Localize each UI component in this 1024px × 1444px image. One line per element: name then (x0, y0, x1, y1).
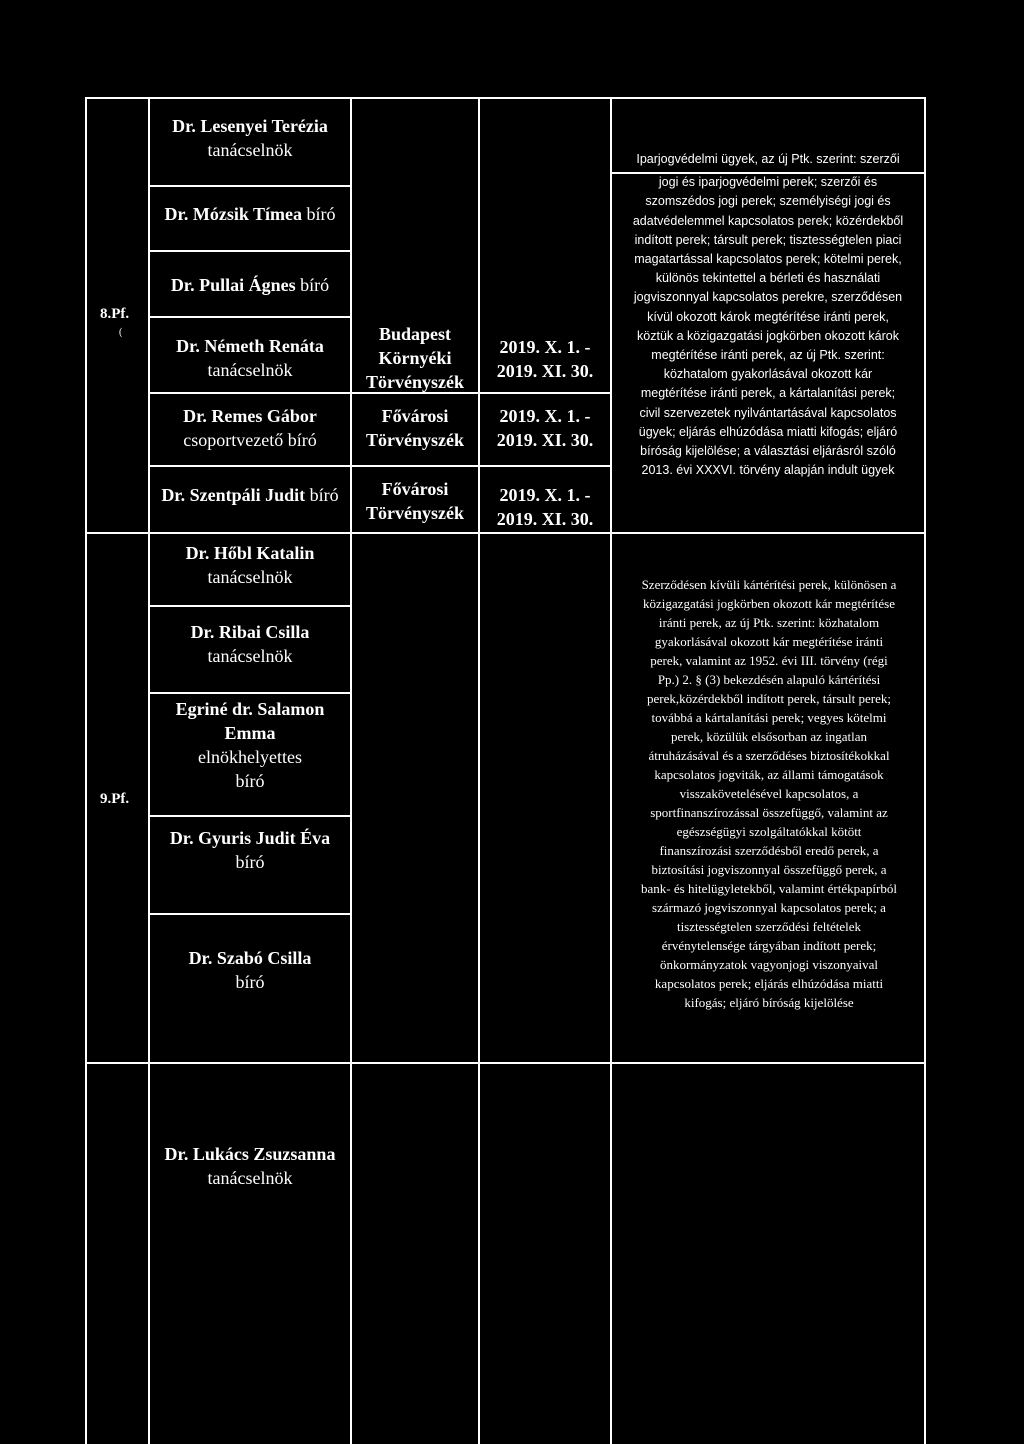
description-line: származó jogviszonnyal kapcsolatos perek; a (652, 900, 886, 915)
description-line: perek, valamint az 1952. évi III. törvény (régi (650, 653, 888, 668)
description-line: Iparjogvédelmi ügyek, az új Ptk. szerint: szerzői (636, 152, 900, 166)
description-line: biztosítási jogviszonnyal összefüggő perek, a (651, 862, 887, 877)
description-line: jogviszonnyal kapcsolatos perekre, szerződésen (633, 290, 903, 305)
judge-entry (150, 404, 350, 452)
judge-entry (150, 334, 350, 382)
judge-role: bíró (306, 204, 336, 224)
description-line: 2013. évi XXXVI. törvény alapján indult ügyek (641, 463, 895, 478)
period-to: 2019. XI. 30. (496, 361, 594, 381)
description-line: bíróság kijelölése; a választási eljárásról szóló (640, 444, 896, 459)
judge-role: csoportvezető bíró (183, 430, 317, 450)
judge-role: tanácselnök (207, 567, 293, 587)
description-line: önkormányzatok vagyonjogi viszonyaival (659, 957, 879, 972)
description-line: közhatalom gyakorlásával okozott kár (663, 367, 873, 382)
period-from: 2019. X. 1. - (499, 337, 591, 357)
period (480, 335, 610, 383)
row-divider (150, 465, 610, 467)
description-line: indított perek; társult perek; tisztességtelen piaci (634, 232, 902, 247)
description-line: köztük a közigazgatási jogkörben okozott károk (637, 328, 899, 343)
judge-role: tanácselnök (207, 1168, 293, 1188)
judge-name: Dr. Lesenyei Terézia (172, 116, 328, 136)
judge-name: Dr. Hőbl Katalin (185, 543, 315, 563)
description-line: érvénytelensége tárgyában indított perek; (661, 938, 877, 953)
section-8-bottom-border (85, 532, 926, 534)
judge-entry (150, 946, 350, 994)
description-line: kapcsolatos perek; eljárás elhúzódása miatti (654, 976, 884, 991)
judge-name: Dr. Gyuris Judit Éva (169, 828, 331, 848)
section-label: 8.Pf. (100, 306, 130, 322)
judge-entry (150, 1142, 350, 1190)
court-name (352, 477, 478, 525)
judge-entry (150, 620, 350, 668)
judge-role: bíró (235, 972, 265, 992)
description-line: átruházásával és a szerződéses biztosítékokkal (648, 748, 890, 763)
judge-entry (150, 541, 350, 589)
description-line: kívül okozott károk megtérítése iránti perek, (647, 309, 889, 324)
row-divider (150, 605, 350, 607)
section-label: 9.Pf. (100, 791, 130, 807)
judge-name: Dr. Mózsik Tímea (164, 204, 302, 224)
table-top-border (85, 97, 926, 99)
judge-name: Dr. Ribai Csilla (190, 622, 310, 642)
description-line: Pp.) 2. § (3) bekezdésén alapuló kártérítési (657, 672, 881, 687)
description-line: tisztességtelen szerződési feltételek (676, 919, 862, 934)
description-line: különös tekintettel a bérleti és használati (655, 271, 881, 286)
judge-name: Emma (224, 723, 276, 743)
row-divider (150, 815, 350, 817)
table-left-border (85, 97, 87, 1444)
description-line: perek, közülük elsősorban az ingatlan (670, 729, 867, 744)
description-line: gyakorlásával okozott kár megtérítése iránti (654, 634, 884, 649)
court-line: Fővárosi (381, 479, 449, 499)
description-line: finanszírozási szerződésből eredő perek, a (659, 843, 879, 858)
description-line: egészségügyi szolgáltatókkal kötött (676, 824, 862, 839)
judge-role: tanácselnök (207, 360, 293, 380)
court-line: Törvényszék (366, 430, 464, 450)
description-line: jogi és iparjogvédelmi perek; szerzői és (658, 175, 878, 190)
description-line: ügyek; eljárás elhúzódása miatti kifogás; eljáró (638, 424, 898, 439)
description-line: megtérítése iránti perek, az új Ptk. szerint: (651, 348, 885, 363)
judge-role: bíró (309, 485, 339, 505)
judge-role: bíró (300, 275, 330, 295)
case-description (612, 575, 926, 1012)
judge-role: elnökhelyettes (198, 747, 302, 767)
description-line: megtérítése iránti perek, a kártalanítási perek; (640, 386, 896, 401)
period (480, 404, 610, 452)
judge-entry (150, 273, 350, 297)
period-from: 2019. X. 1. - (499, 485, 591, 505)
court-line: Környéki (378, 348, 452, 368)
judge-name: Dr. Lukács Zsuzsanna (164, 1144, 336, 1164)
judge-entry (150, 202, 350, 226)
court-name (352, 322, 478, 394)
section-9-bottom-border (85, 1062, 926, 1064)
description-line: sportfinanszírozással összefüggő, valamint az (650, 805, 888, 820)
court-line: Törvényszék (366, 503, 464, 523)
court-line: Fővárosi (381, 406, 449, 426)
column-divider-2 (350, 97, 352, 1444)
case-description (612, 150, 924, 480)
row-divider (150, 316, 350, 318)
judge-role: tanácselnök (207, 646, 293, 666)
period-to: 2019. XI. 30. (496, 430, 594, 450)
judge-entry (150, 114, 350, 162)
judge-name: Dr. Remes Gábor (183, 406, 317, 426)
judge-entry (150, 483, 350, 507)
row-divider (150, 185, 350, 187)
judge-name: Egriné dr. Salamon (175, 699, 325, 719)
period (480, 483, 610, 531)
judge-entry (150, 826, 350, 874)
judge-name: Dr. Szentpáli Judit (161, 485, 306, 505)
description-line: adatvédelemmel kapcsolatos perek; közérdekből (632, 213, 904, 228)
description-line: Szerződésen kívüli kártérítési perek, különösen a (641, 577, 897, 592)
description-line: közigazgatási jogkörben okozott kár megtérítése (643, 596, 895, 611)
judge-role: tanácselnök (207, 140, 293, 160)
court-line: Törvényszék (366, 372, 464, 392)
judge-role: bíró (235, 852, 265, 872)
judge-name: Dr. Pullai Ágnes (170, 275, 296, 295)
section-mark: ( (119, 327, 123, 338)
period-to: 2019. XI. 30. (496, 509, 594, 529)
description-line: magatartással kapcsolatos perek; kötelmi perek, (634, 252, 902, 267)
description-line: kapcsolatos jogviták, az állami támogatások (654, 767, 884, 782)
description-line: bank- és hitelügyletekből, valamint értékpapírból (641, 881, 897, 896)
description-line: perek,közérdekből indított perek, társult perek; (646, 691, 892, 706)
court-line: Budapest (378, 324, 452, 344)
judge-role: bíró (235, 771, 265, 791)
row-divider (150, 913, 350, 915)
period-from: 2019. X. 1. - (499, 406, 591, 426)
description-line: kifogás; eljáró bíróság kijelölése (684, 995, 854, 1010)
court-name (352, 404, 478, 452)
description-line: iránti perek, az új Ptk. szerint: közhatalom (658, 615, 880, 630)
judge-name: Dr. Németh Renáta (176, 336, 324, 356)
description-line: továbbá a kártalanítási perek; vegyes kötelmi (651, 710, 887, 725)
row-divider (150, 692, 350, 694)
description-line: civil szervezetek nyilvántartásával kapcsolatos (639, 405, 897, 420)
judge-name: Dr. Szabó Csilla (188, 948, 312, 968)
description-line: szomszédos jogi perek; személyiségi jogi és (645, 194, 891, 209)
column-divider-3 (478, 97, 480, 1444)
judge-entry (150, 697, 350, 793)
row-divider (150, 250, 350, 252)
description-line: visszakövetelésével kapcsolatos, a (679, 786, 859, 801)
